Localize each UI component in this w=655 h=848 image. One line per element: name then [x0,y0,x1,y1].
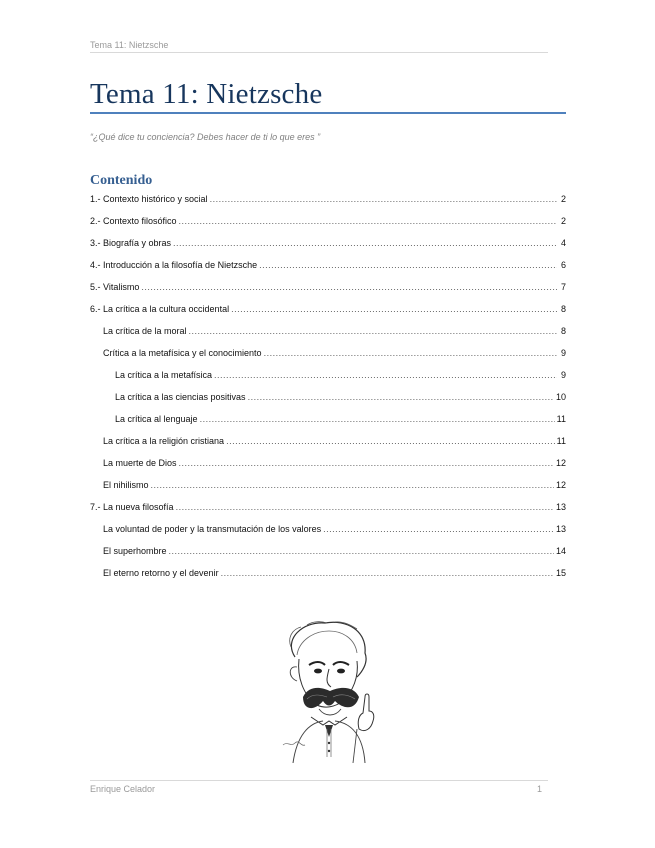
nietzsche-portrait-icon [273,617,385,763]
toc-dot-leader [323,522,554,536]
toc-dot-leader [231,302,557,316]
toc-entry-page: 9 [560,348,566,358]
toc-entry-label: 4.- Introducción a la filosofía de Nietzsche [90,260,258,270]
epigraph-quote: “¿Qué dice tu conciencia? Debes hacer de ti lo que eres ” [90,132,321,142]
toc-dot-leader [248,390,554,404]
toc-entry[interactable] [103,522,566,536]
toc-entry[interactable] [115,412,566,426]
toc-entry-label: La crítica a la metafísica [115,370,213,380]
toc-entry-label: El nihilismo [103,480,149,490]
toc-heading: Contenido [90,173,153,188]
toc-dot-leader [141,280,557,294]
toc-dot-leader [210,192,557,206]
toc-entry-page: 7 [560,282,566,292]
toc-entry-page: 12 [555,458,566,468]
toc-entry[interactable] [103,566,566,580]
toc-dot-leader [226,434,555,448]
page-footer [90,780,548,797]
title-underline [90,112,566,114]
toc-entry-label: El superhombre [103,546,167,556]
toc-entry-label: 5.- Vitalismo [90,282,140,292]
toc-entry-label: 7.- La nueva filosofía [90,502,174,512]
toc-entry[interactable] [90,500,566,514]
toc-entry[interactable] [103,544,566,558]
toc-entry-label: La voluntad de poder y la transmutación de los valores [103,524,322,534]
toc-entry[interactable] [103,434,566,448]
toc-dot-leader [214,368,557,382]
toc-entry-label: La muerte de Dios [103,458,177,468]
toc-entry-page: 9 [560,370,566,380]
toc-entry-page: 15 [555,568,566,578]
toc-entry-page: 8 [560,304,566,314]
toc-entry[interactable] [90,214,566,228]
toc-entry-page: 13 [555,502,566,512]
toc-entry[interactable] [90,192,566,206]
toc-entry-page: 12 [555,480,566,490]
toc-entry[interactable] [90,302,566,316]
toc-entry[interactable] [103,478,566,492]
toc-entry-label: 6.- La crítica a la cultura occidental [90,304,230,314]
toc-entry[interactable] [103,346,566,360]
toc-entry[interactable] [103,456,566,470]
toc-entry-label: La crítica a las ciencias positivas [115,392,246,402]
toc-entry-page: 6 [560,260,566,270]
toc-dot-leader [200,412,555,426]
toc-entry-page: 14 [555,546,566,556]
toc-entry-label: La crítica a la religión cristiana [103,436,225,446]
toc-dot-leader [173,236,557,250]
toc-entry[interactable] [115,368,566,382]
document-title: Tema 11: Nietzsche [90,78,323,110]
toc-entry-page: 2 [560,216,566,226]
footer-page-number: 1 [536,784,542,794]
toc-entry[interactable] [90,280,566,294]
toc-dot-leader [259,258,557,272]
toc-dot-leader [179,456,554,470]
toc-entry[interactable] [90,236,566,250]
toc-entry-label: El eterno retorno y el devenir [103,568,219,578]
toc-dot-leader [179,214,557,228]
toc-dot-leader [264,346,557,360]
toc-dot-leader [189,324,557,338]
toc-entry-page: 11 [556,436,566,446]
toc-entry-label: La crítica de la moral [103,326,187,336]
toc-entry-page: 13 [555,524,566,534]
toc-entry-label: La crítica al lenguaje [115,414,198,424]
toc-entry-label: 1.- Contexto histórico y social [90,194,208,204]
toc-entry-page: 2 [560,194,566,204]
toc-entry-page: 10 [555,392,566,402]
toc-entry-label: Crítica a la metafísica y el conocimiento [103,348,262,358]
toc-entry-page: 11 [556,414,566,424]
toc-entry[interactable] [115,390,566,404]
toc-entry-label: 2.- Contexto filosófico [90,216,177,226]
toc-entry-page: 4 [560,238,566,248]
toc-dot-leader [169,544,554,558]
toc-dot-leader [221,566,554,580]
toc-entry-page: 8 [560,326,566,336]
footer-author: Enrique Celador [90,784,156,794]
running-title: Tema 11: Nietzsche [90,40,169,50]
toc-entry-label: 3.- Biografía y obras [90,238,172,248]
toc-entry[interactable] [103,324,566,338]
toc-dot-leader [176,500,554,514]
page-header [90,40,548,53]
toc-entry[interactable] [90,258,566,272]
toc-dot-leader [151,478,554,492]
